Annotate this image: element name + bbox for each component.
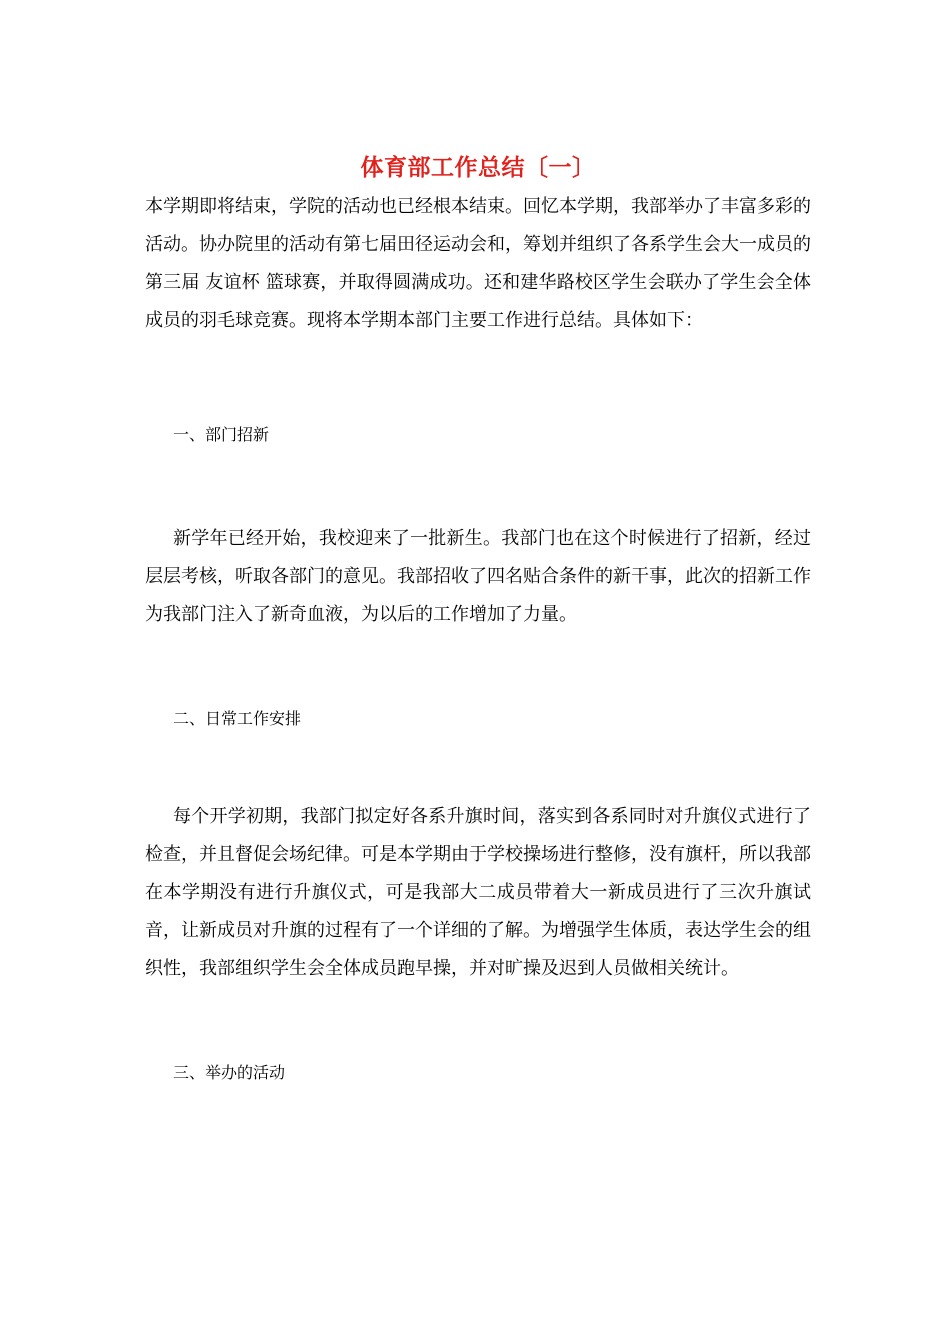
spacer: [145, 340, 811, 416]
document-page: [145, 150, 811, 1092]
document-title: 体育部工作总结〔一〕: [360, 154, 596, 181]
section-body-recruitment: 新学年已经开始，我校迎来了一批新生。我部门也在这个时候进行了招新，经过层层考核，听取各部门的意见。我部招收了四名贴合条件的新干事，此次的招新工作为我部门注入了新奇血液，为以后的工作增加了力量。: [145, 528, 811, 625]
section-heading-recruitment: 一、部门招新: [173, 425, 270, 444]
section-heading-activities: 三、举办的活动: [173, 1063, 286, 1082]
spacer: [145, 988, 811, 1054]
spacer: [145, 454, 811, 520]
spacer: [145, 738, 811, 798]
spacer: [145, 634, 811, 700]
intro-paragraph: 本学期即将结束，学院的活动也已经根本结束。回忆本学期，我部举办了丰富多彩的活动。协办院里的活动有第七届田径运动会和，筹划并组织了各系学生会大一成员的第三届 友谊杯 篮球赛，并取得圆满成功。还和建华路校区学生会联办了学生会全体成员的羽毛球竞赛。现将本学期本部门主要工作进行总结。具体如下：: [145, 196, 811, 331]
section-heading-daily-work: 二、日常工作安排: [173, 709, 302, 728]
section-body-daily-work: 每个开学初期，我部门拟定好各系升旗时间，落实到各系同时对升旗仪式进行了检查，并且督促会场纪律。可是本学期由于学校操场进行整修，没有旗杆，所以我部在本学期没有进行升旗仪式，可是我部大二成员带着大一新成员进行了三次升旗试音，让新成员对升旗的过程有了一个详细的了解。为增强学生体质，表达学生会的组织性，我部组织学生会全体成员跑早操，并对旷操及迟到人员做相关统计。: [145, 806, 811, 979]
